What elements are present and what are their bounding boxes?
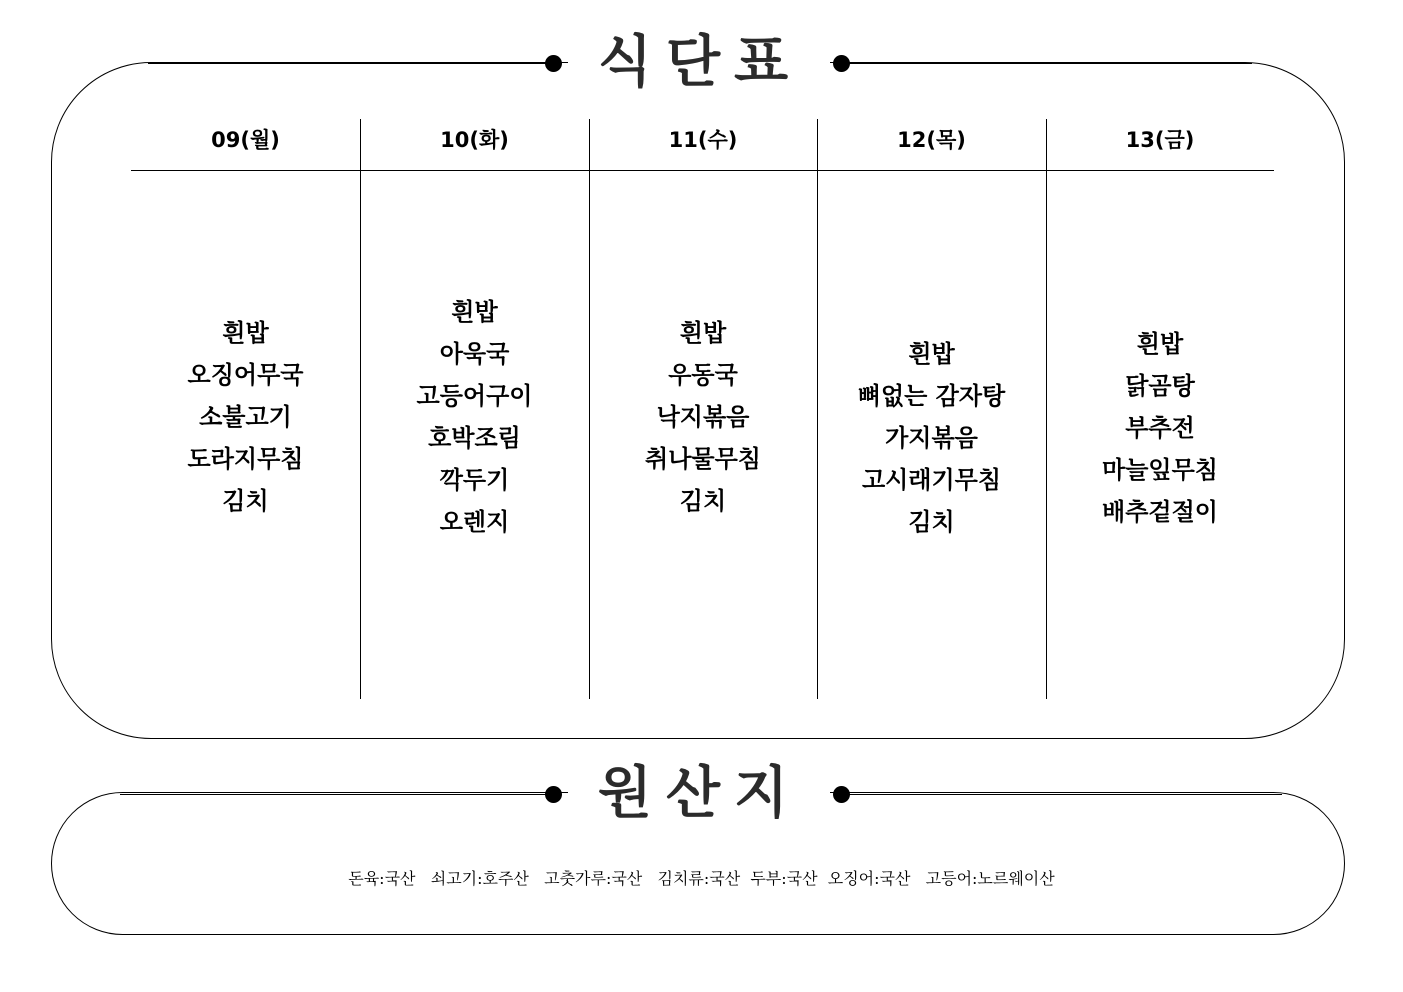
origin-title: 원산지: [597, 761, 803, 826]
day-column-fri: [1046, 171, 1274, 698]
day-header-thu: 12(목): [897, 128, 966, 152]
dish-item: 소불고기: [199, 402, 292, 431]
day-column-wed: [589, 171, 817, 698]
dish-item: 마늘잎무침: [1102, 455, 1218, 484]
dish-item: 흰밥: [1136, 329, 1184, 358]
dish-item: 닭곰탕: [1125, 371, 1195, 400]
dish-item: 오렌지: [439, 507, 510, 536]
day-column-mon: [131, 171, 360, 698]
dish-item: 고시래기무침: [861, 465, 1002, 494]
dish-item: 흰밥: [451, 297, 498, 326]
day-header-tue: 10(화): [440, 128, 509, 152]
title-line-left: [120, 794, 553, 795]
dish-item: 오징어무국: [187, 360, 304, 389]
dish-item: 깍두기: [439, 465, 510, 494]
dish-item: 김치: [679, 486, 727, 515]
dish-list: [858, 333, 1005, 543]
title-line-left: [148, 63, 553, 64]
dish-item: 고등어구이: [416, 381, 533, 410]
dish-item: 가지볶음: [885, 423, 978, 452]
dish-item: 흰밥: [908, 339, 955, 368]
dish-item: 부추전: [1125, 413, 1195, 442]
dish-list: [1102, 323, 1218, 533]
day-header-wed: 11(수): [668, 128, 738, 152]
dish-item: 낙지볶음: [656, 402, 750, 431]
dish-item: 흰밥: [679, 318, 727, 347]
dish-list: [188, 312, 304, 522]
day-header-mon: 09(월): [211, 128, 280, 152]
origin-info: 돈육:국산 쇠고기:호주산 고춧가루:국산 김치류:국산 두부:국산 오징어:국산 고등어:노르웨이산: [348, 869, 1055, 888]
title-line-right: [842, 63, 1252, 64]
dish-item: 흰밥: [222, 318, 269, 347]
day-header-fri: 13(금): [1125, 128, 1195, 152]
origin-title-bar: [0, 754, 1403, 834]
dish-item: 우동국: [668, 360, 738, 389]
menu-title-bar: [0, 23, 1403, 103]
dish-item: 김치: [908, 507, 955, 536]
dish-item: 도라지무침: [187, 444, 304, 473]
day-column-thu: [817, 171, 1046, 698]
dish-list: [645, 312, 761, 522]
title-line-right: [842, 794, 1282, 795]
day-column-tue: [360, 171, 589, 698]
dish-item: 뼈없는 감자탕: [857, 381, 1006, 410]
dish-item: 호박조림: [428, 423, 521, 452]
dish-item: 아욱국: [439, 339, 510, 368]
dish-item: 취나물무침: [645, 444, 761, 473]
dish-list: [417, 291, 533, 543]
dish-item: 김치: [222, 486, 269, 515]
dish-item: 배추겉절이: [1102, 497, 1218, 526]
menu-title: 식단표: [597, 30, 803, 95]
